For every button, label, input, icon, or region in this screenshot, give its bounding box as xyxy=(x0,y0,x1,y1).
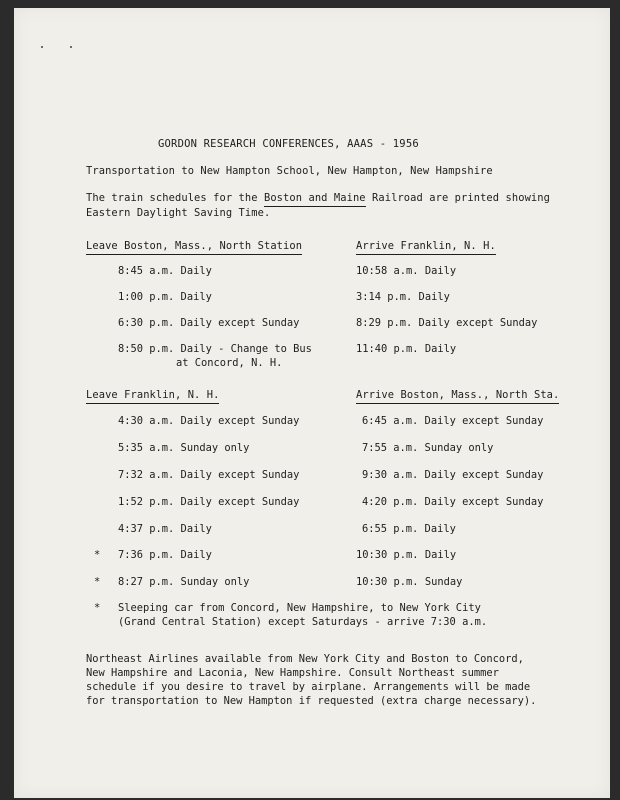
closing-line-3: schedule if you desire to travel by airplane. Arrangements will be made xyxy=(86,681,531,693)
s1-row-1-leave: 8:45 a.m. Daily xyxy=(118,265,212,277)
footnote-star: * xyxy=(94,602,101,614)
document-subtitle: Transportation to New Hampton School, New Hampton, New Hampshire xyxy=(86,165,493,177)
s2-row-5-leave: 4:37 p.m. Daily xyxy=(118,523,212,535)
section2-arrive-header-text: Arrive Boston, Mass., North Sta. xyxy=(356,389,559,404)
section1-arrive-header xyxy=(356,240,496,252)
s1-row-2-leave: 1:00 p.m. Daily xyxy=(118,291,212,303)
section2-leave-header-text: Leave Franklin, N. H. xyxy=(86,389,219,404)
s2-row-3-arrive: 9:30 a.m. Daily except Sunday xyxy=(362,469,544,481)
intro-line-1 xyxy=(86,192,550,204)
closing-line-1: Northeast Airlines available from New York City and Boston to Concord, xyxy=(86,653,524,665)
s1-row-4-leave-continued: at Concord, N. H. xyxy=(176,357,283,369)
s2-row-6-star: * xyxy=(94,549,101,561)
s2-row-7-leave: 8:27 p.m. Sunday only xyxy=(118,576,250,588)
s2-row-3-leave: 7:32 a.m. Daily except Sunday xyxy=(118,469,300,481)
s1-row-3-arrive: 8:29 p.m. Daily except Sunday xyxy=(356,317,538,329)
intro-text-before: The train schedules for the xyxy=(86,192,264,204)
s2-row-5-arrive: 6:55 p.m. Daily xyxy=(362,523,456,535)
railroad-name: Boston and Maine xyxy=(264,192,366,207)
s2-row-6-arrive: 10:30 p.m. Daily xyxy=(356,549,457,561)
s1-row-2-arrive: 3:14 p.m. Daily xyxy=(356,291,450,303)
paper-mark xyxy=(70,46,72,48)
section1-leave-header-text: Leave Boston, Mass., North Station xyxy=(86,240,302,255)
footnote-line-1: Sleeping car from Concord, New Hampshire, to New York City xyxy=(118,602,481,614)
closing-line-2: New Hampshire and Laconia, New Hampshire. Consult Northeast summer xyxy=(86,667,499,679)
s2-row-6-leave: 7:36 p.m. Daily xyxy=(118,549,212,561)
s2-row-4-arrive: 4:20 p.m. Daily except Sunday xyxy=(362,496,544,508)
section2-arrive-header xyxy=(356,389,559,401)
document-page xyxy=(14,8,610,798)
s1-row-4-arrive: 11:40 p.m. Daily xyxy=(356,343,457,355)
document-title: GORDON RESEARCH CONFERENCES, AAAS - 1956 xyxy=(158,138,419,150)
paper-mark xyxy=(41,46,43,48)
s1-row-1-arrive: 10:58 a.m. Daily xyxy=(356,265,457,277)
section1-arrive-header-text: Arrive Franklin, N. H. xyxy=(356,240,496,255)
s1-row-4-leave: 8:50 p.m. Daily - Change to Bus xyxy=(118,343,312,355)
section1-leave-header xyxy=(86,240,302,252)
s2-row-4-leave: 1:52 p.m. Daily except Sunday xyxy=(118,496,300,508)
closing-line-4: for transportation to New Hampton if requested (extra charge necessary). xyxy=(86,695,537,707)
s2-row-1-leave: 4:30 a.m. Daily except Sunday xyxy=(118,415,300,427)
section2-leave-header xyxy=(86,389,219,401)
intro-text-after: Railroad are printed showing xyxy=(365,192,550,204)
footnote-line-2: (Grand Central Station) except Saturdays - arrive 7:30 a.m. xyxy=(118,616,488,628)
s1-row-3-leave: 6:30 p.m. Daily except Sunday xyxy=(118,317,300,329)
intro-line-2: Eastern Daylight Saving Time. xyxy=(86,207,271,219)
s2-row-7-arrive: 10:30 p.m. Sunday xyxy=(356,576,463,588)
s2-row-7-star: * xyxy=(94,576,101,588)
s2-row-2-arrive: 7:55 a.m. Sunday only xyxy=(362,442,494,454)
s2-row-1-arrive: 6:45 a.m. Daily except Sunday xyxy=(362,415,544,427)
s2-row-2-leave: 5:35 a.m. Sunday only xyxy=(118,442,250,454)
